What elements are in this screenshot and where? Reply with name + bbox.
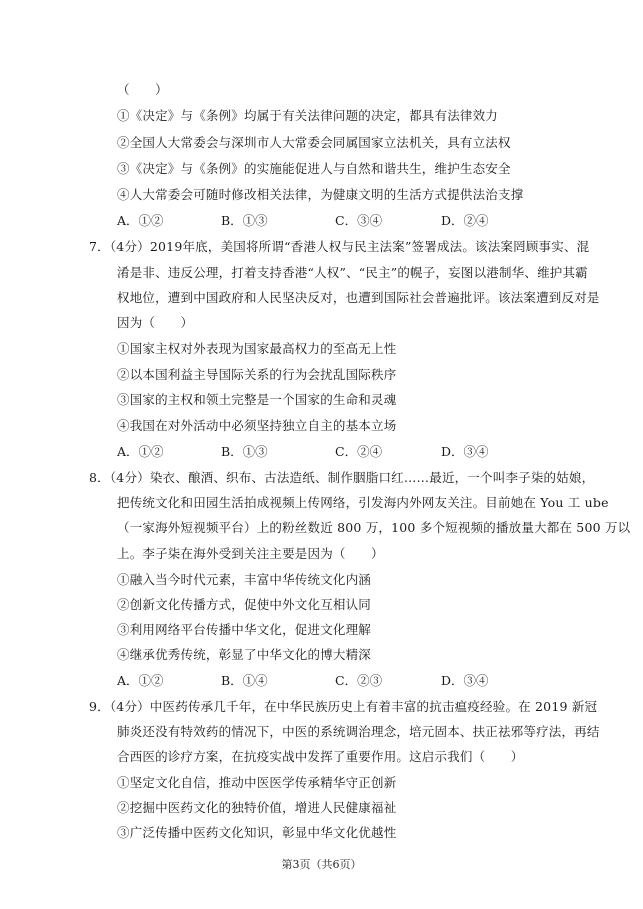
q7-stem-line-1: 7．（4分）2019年底，美国将所谓“香港人权与民主法案”签署成法。该法案罔顾事实、混 [89,239,590,254]
q7-stem-line-4: 因为（ ） [117,315,194,330]
q7-item-4: ④我国在对外活动中必须坚持独立自主的基本立场 [117,418,397,433]
q8-option-a: A．①② [117,673,164,688]
q9-item-2: ②挖掘中医药文化的独特价值，增进人民健康福祉 [117,800,397,815]
q6-item-4: ④人大常委会可随时修改相关法律，为健康文明的生活方式提供法治支撑 [117,187,524,202]
q9-stem-line-1: 9．（4分）中医药传承几千年，在中华民族历史上有着丰富的抗击瘟疫经验。在 2019 新冠 [89,699,598,714]
q7-option-b: B．①③ [221,444,268,459]
q9-item-3: ③广泛传播中医药文化知识，彰显中华文化优越性 [117,825,397,840]
q9-item-1: ①坚定文化自信，推动中医医学传承精华守正创新 [117,775,397,790]
q8-option-d: D．③④ [441,673,489,688]
q6-option-d: D．②④ [441,213,489,228]
q8-item-1: ①融入当今时代元素，丰富中华传统文化内涵 [117,572,372,587]
q8-stem-line-3: （一家海外短视频平台）上的粉丝数近 800 万，100 多个短视频的播放量大都在 500 万以 [117,520,631,535]
page-footer: 第3页（共6页） [281,858,362,871]
q7-item-1: ①国家主权对外表现为国家最高权力的至高无上性 [117,341,397,356]
q7-item-3: ③国家的主权和领土完整是一个国家的生命和灵魂 [117,392,397,407]
q8-item-3: ③利用网络平台传播中华文化，促进文化理解 [117,622,372,637]
q8-option-b: B．①④ [221,673,268,688]
q8-item-2: ②创新文化传播方式，促使中外文化互相认同 [117,597,372,612]
q6-option-c: C．③④ [335,213,383,228]
q7-item-2: ②以本国利益主导国际关系的行为会扰乱国际秩序 [117,367,397,382]
q7-stem-line-3: 权地位，遭到中国政府和人民坚决反对，也遭到国际社会普遍批评。该法案遭到反对是 [117,290,600,305]
q6-item-3: ③《决定》与《条例》的实施能促进人与自然和谐共生，维护生态安全 [117,161,511,176]
q7-option-a: A．①② [117,444,164,459]
q7-option-c: C．②④ [335,444,383,459]
q8-option-c: C．②③ [335,673,383,688]
q6-item-1: ①《决定》与《条例》均属于有关法律问题的决定，都具有法律效力 [117,108,499,123]
q8-stem-line-2: 把传统文化和田园生活拍成视频上传网络，引发海内外网友关注。目前她在 You 工 ube [117,495,609,510]
q8-item-4: ④继承优秀传统，彰显了中华文化的博大精深 [117,647,372,662]
q8-stem-line-4: 上。李子柒在海外受到关注主要是因为（ ） [117,546,384,561]
q6-option-a: A．①② [117,213,164,228]
question-6-answer-paren: （ ） [117,82,168,97]
q6-option-b: B．①③ [221,213,268,228]
q7-option-d: D．③④ [441,444,489,459]
q9-stem-line-2: 肺炎还没有特效药的情况下，中医的系统调治理念，培元固本、扶正祛邪等疗法，再结 [117,724,600,739]
q8-stem-line-1: 8．（4分）染衣、酿酒、织布、古法造纸、制作胭脂口红……最近，一个叫李子柒的姑娘， [89,470,595,485]
q9-stem-line-3: 合西医的诊疗方案，在抗疫实战中发挥了重要作用。这启示我们（ ） [117,749,524,764]
q6-item-2: ②全国人大常委会与深圳市人大常委会同属国家立法机关，具有立法权 [117,135,511,150]
q7-stem-line-2: 淆是非、违反公理，打着支持香港“人权”、“民主”的幌子，妄图以港制华、维护其霸 [117,265,588,280]
